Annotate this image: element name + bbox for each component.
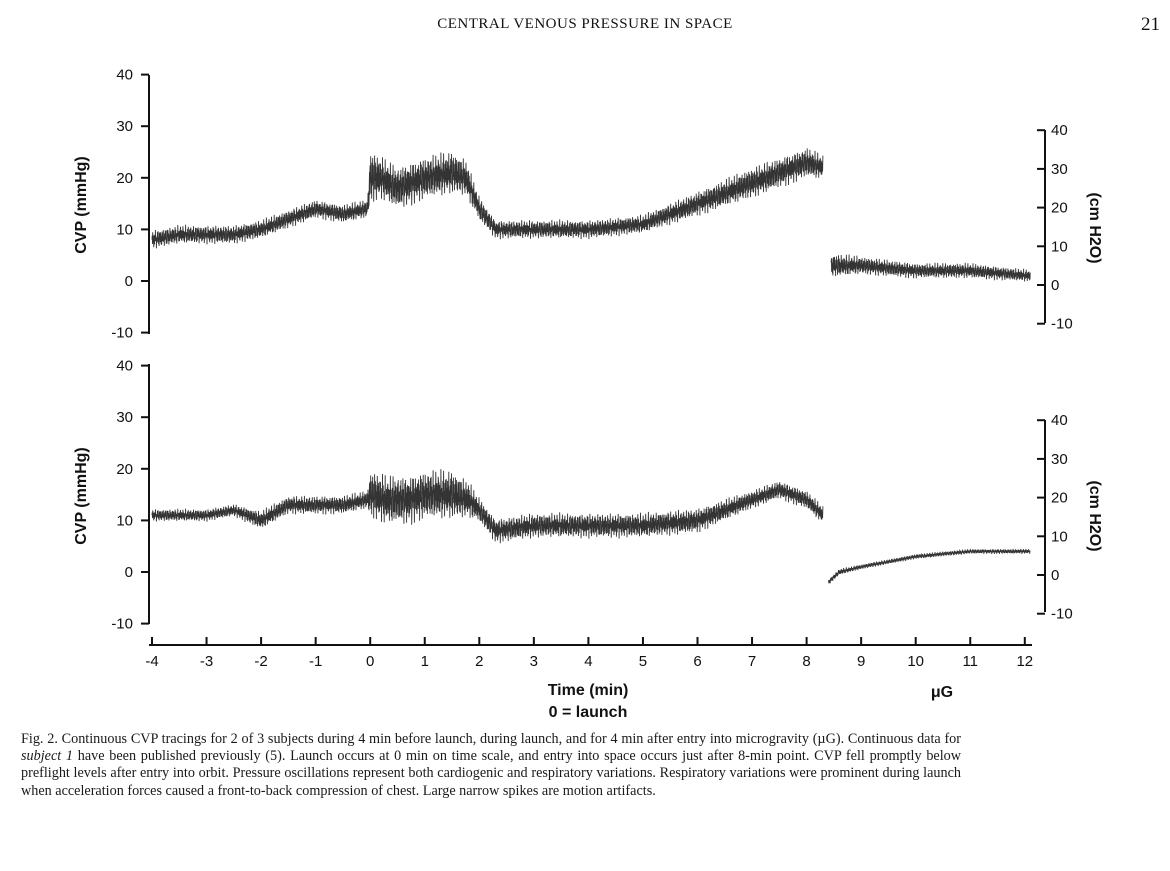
- time-axis-ticks: [145, 637, 1033, 670]
- x-tick-label: -1: [308, 653, 323, 670]
- x-tick-label: -4: [145, 653, 159, 670]
- bottom-panel: [73, 358, 1103, 633]
- x-tick-label: 7: [747, 653, 757, 670]
- cvp-trace-segment: [831, 255, 1030, 282]
- bottom-left-ticks: [111, 358, 149, 633]
- x-axis-sublabel: 0 = launch: [548, 704, 628, 721]
- y-tick-label: 20: [116, 460, 133, 478]
- x-tick-label: 2: [475, 653, 484, 670]
- figure-caption: [21, 731, 961, 800]
- y-tick-label: 0: [124, 564, 133, 581]
- bottom-y2label: [1086, 480, 1103, 551]
- time-axis: [145, 637, 1033, 670]
- y-tick-label: 0: [124, 273, 133, 290]
- top-ylabel: CVP (mmHg): [73, 156, 90, 254]
- y-tick-label: -10: [111, 324, 133, 342]
- top-right-ticks: [1037, 122, 1073, 333]
- y-tick-label: 40: [116, 66, 133, 84]
- x-tick-label: 6: [693, 653, 702, 670]
- running-head-title: CENTRAL VENOUS PRESSURE IN SPACE: [437, 16, 733, 32]
- y2-tick-label: 10: [1051, 528, 1068, 546]
- bottom-right-ticks: [1037, 412, 1073, 623]
- x-tick-label: 1: [420, 653, 429, 670]
- y-tick-label: -10: [111, 615, 133, 633]
- y-tick-label: 10: [116, 512, 133, 530]
- x-tick-label: 12: [1016, 653, 1034, 670]
- caption-text-1: Fig. 2. Continuous CVP tracings for 2 of 3 subjects during 4 min before launch, during launch, and for 4 min after entry into microgravity (µG). Continuous data for: [21, 731, 961, 747]
- y2-tick-label: 0: [1051, 567, 1060, 584]
- y2-tick-label: 30: [1051, 450, 1068, 468]
- y2-tick-label: -10: [1051, 605, 1073, 623]
- y2-tick-label: 20: [1051, 489, 1068, 507]
- y2-tick-label: -10: [1051, 315, 1073, 333]
- bottom-panel-traces: [152, 469, 1030, 583]
- top-left-ticks: [111, 67, 149, 342]
- top-y2label: [1086, 192, 1103, 263]
- y2-tick-label: 20: [1051, 199, 1068, 217]
- bottom-ylabel: CVP (mmHg): [73, 447, 90, 545]
- x-tick-label: 3: [529, 653, 539, 670]
- x-tick-label: 8: [802, 653, 811, 670]
- cvp-trace-segment: [152, 469, 823, 543]
- cvp-trace-segment: [152, 148, 823, 248]
- y-tick-label: 30: [116, 409, 133, 427]
- x-tick-label: 10: [907, 653, 925, 670]
- caption-text-2: have been published previously (5). Launch occurs at 0 min on time scale, and entry into space occurs just after 8-min point. CVP fell promptly below preflight levels after entry into orbit. Pressure oscillations represent both cardiogenic and respiratory variations. Respiratory variations were prominent during launch when acceleration forces caused a front-to-back compression of chest. Large narrow spikes are motion artifacts.: [21, 748, 961, 799]
- y-tick-label: 40: [116, 357, 133, 375]
- y-tick-label: 10: [116, 221, 133, 239]
- x-tick-label: 0: [366, 653, 375, 670]
- y2-tick-label: 30: [1051, 160, 1068, 178]
- top-panel: [73, 67, 1103, 342]
- x-tick-label: 11: [962, 653, 979, 670]
- x-axis-label: Time (min): [547, 682, 629, 699]
- y-tick-label: 20: [116, 169, 133, 187]
- top-panel-traces: [152, 148, 1030, 281]
- x-tick-label: -3: [199, 653, 214, 670]
- top-y2label-text: (cm H2O): [1086, 192, 1103, 264]
- x-tick-label: 5: [638, 653, 648, 670]
- y2-tick-label: 40: [1051, 122, 1068, 140]
- y2-tick-label: 40: [1051, 412, 1068, 430]
- y2-tick-label: 10: [1051, 238, 1068, 256]
- x-tick-label: 9: [856, 653, 866, 670]
- y2-tick-label: 0: [1051, 277, 1060, 294]
- cvp-trace-segment: [828, 549, 1030, 584]
- x-tick-label: -2: [254, 653, 268, 670]
- y-tick-label: 30: [116, 118, 133, 136]
- microgravity-label: μG: [930, 684, 954, 701]
- page-number: 21: [1141, 14, 1160, 35]
- caption-italic: subject 1: [21, 748, 74, 765]
- x-tick-label: 4: [584, 653, 593, 670]
- bottom-y2label-text: (cm H2O): [1086, 480, 1103, 552]
